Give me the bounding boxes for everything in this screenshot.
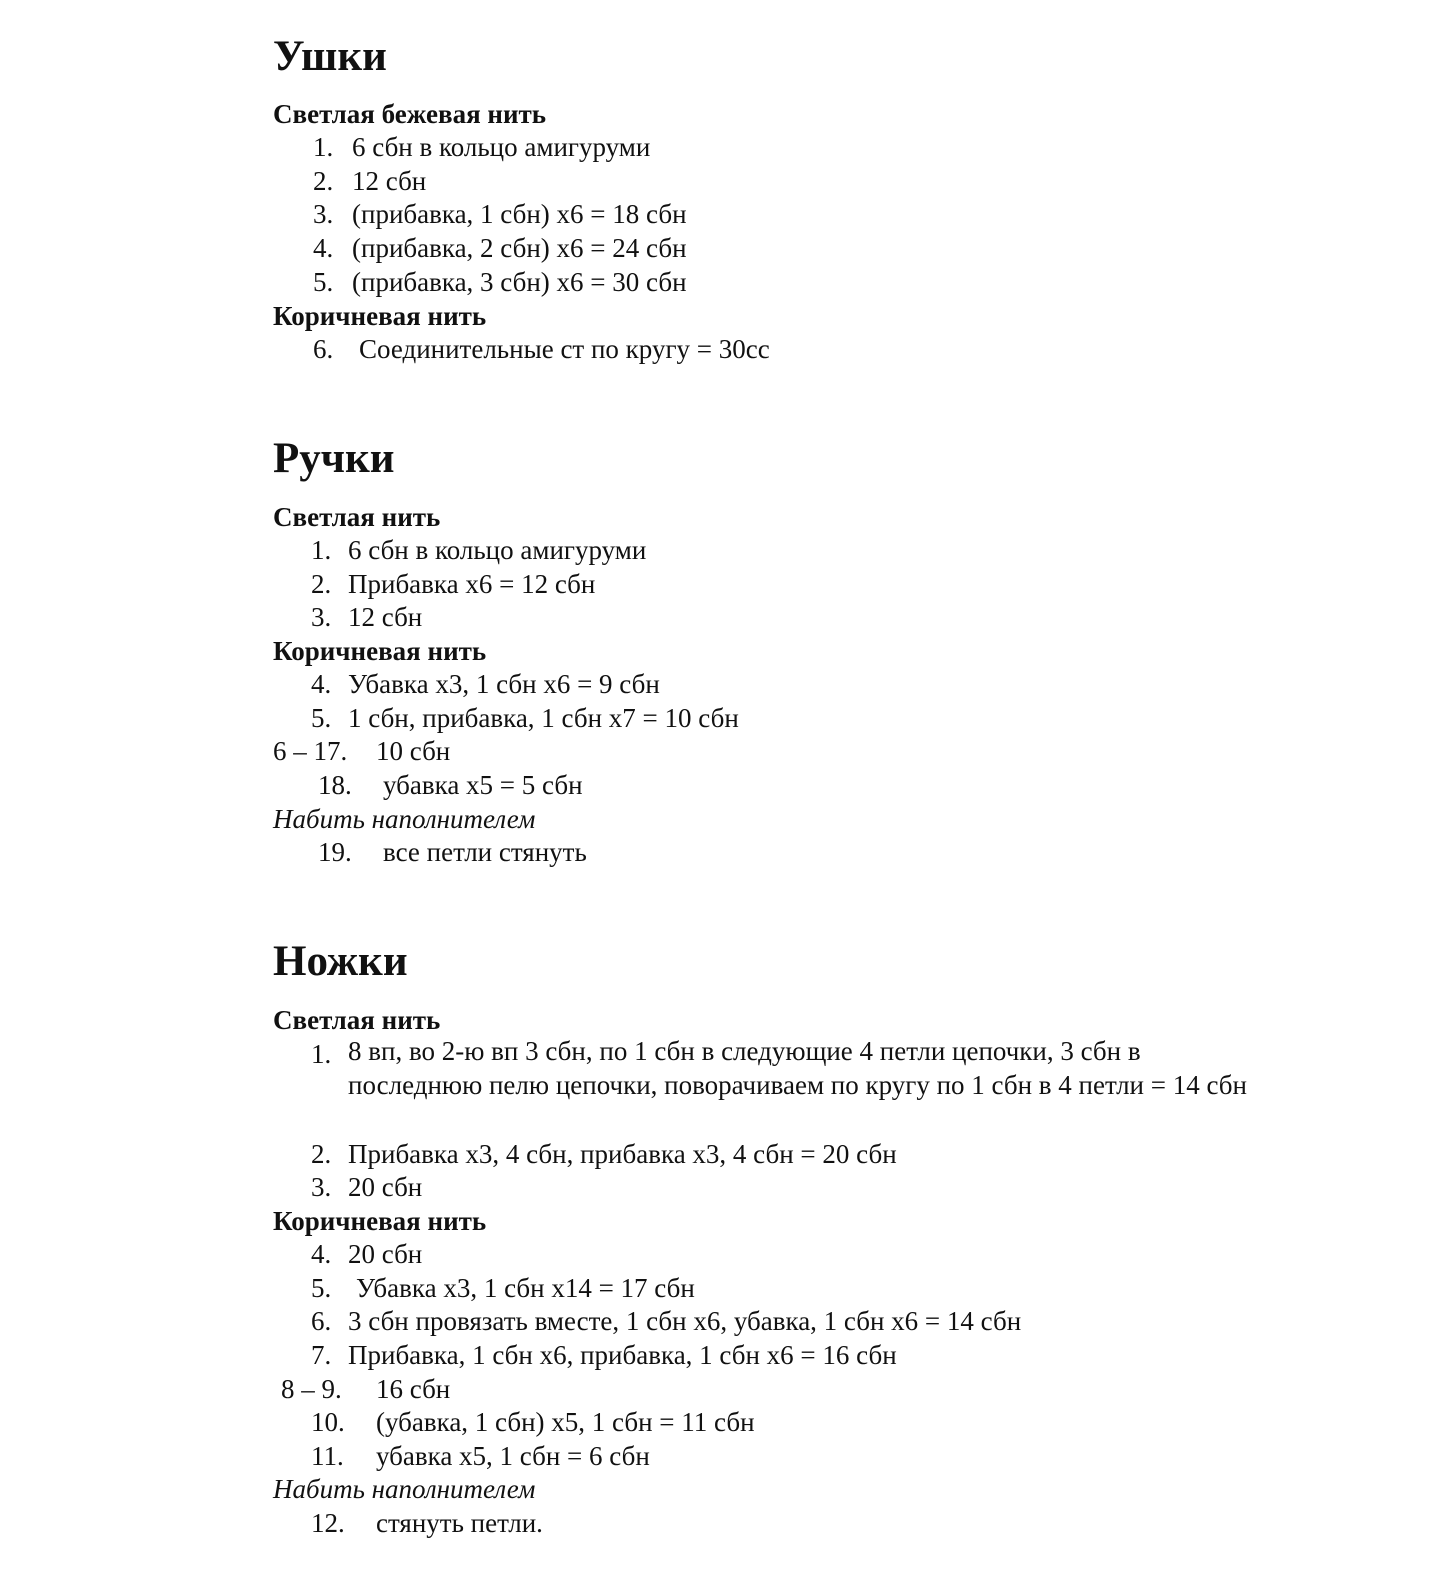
row-text: 1 сбн, прибавка, 1 сбн х7 = 10 сбн <box>348 703 739 733</box>
row-text: 20 сбн <box>348 1239 423 1269</box>
row-text: 8 вп, во 2-ю вп 3 сбн, по 1 сбн в следующие 4 петли цепочки, 3 сбн в последнюю пелю цепочки, поворачиваем по кругу по 1 сбн в 4 петли = 14 сбн <box>348 1036 1247 1100</box>
row-text: 16 сбн <box>376 1374 451 1404</box>
row-number: 19. <box>318 837 352 867</box>
row-number: 5. <box>311 1273 332 1303</box>
row-number: 6. <box>311 1306 332 1336</box>
row-text: (прибавка, 2 сбн) х6 = 24 сбн <box>352 233 687 263</box>
row-number: 11. <box>311 1441 344 1471</box>
row-text: 12 сбн <box>352 166 427 196</box>
row-text: (прибавка, 3 сбн) х6 = 30 сбн <box>352 267 687 297</box>
row-text: Убавка х3, 1 сбн х6 = 9 сбн <box>348 669 660 699</box>
row-text: стянуть петли. <box>376 1508 543 1538</box>
row-number: 6. <box>313 334 334 364</box>
row-number: 5. <box>311 703 332 733</box>
row-number: 18. <box>318 770 352 800</box>
row-text: 10 сбн <box>376 736 451 766</box>
row-text: 12 сбн <box>348 602 423 632</box>
row-text: (убавка, 1 сбн) х5, 1 сбн = 11 сбн <box>376 1407 755 1437</box>
yarn-heading-light-beige: Светлая бежевая нить <box>273 99 547 129</box>
row-text: Прибавка, 1 сбн х6, прибавка, 1 сбн х6 = 16 сбн <box>348 1340 897 1370</box>
row-text: 6 сбн в кольцо амигуруми <box>348 535 647 565</box>
row-number: 6 – 17. <box>273 736 348 766</box>
row-text: Соединительные ст по кругу = 30сс <box>359 334 770 364</box>
row-number: 1. <box>313 132 334 162</box>
row-text: (прибавка, 1 сбн) х6 = 18 сбн <box>352 199 687 229</box>
yarn-heading-brown: Коричневая нить <box>273 636 487 666</box>
row-text: Убавка х3, 1 сбн х14 = 17 сбн <box>356 1273 695 1303</box>
stuffing-note: Набить наполнителем <box>273 804 536 834</box>
row-text: 3 сбн провязать вместе, 1 сбн х6, убавка, 1 сбн х6 = 14 сбн <box>348 1306 1022 1336</box>
yarn-heading-brown: Коричневая нить <box>273 1206 487 1236</box>
row-number: 3. <box>311 1172 332 1202</box>
section-title-ears: Ушки <box>273 33 387 80</box>
row-number: 10. <box>311 1407 345 1437</box>
row-text: все петли стянуть <box>383 837 587 867</box>
row-text: убавка х5, 1 сбн = 6 сбн <box>376 1441 650 1471</box>
yarn-heading-light: Светлая нить <box>273 1005 441 1035</box>
row-number: 1. <box>311 1039 332 1069</box>
row-text: Прибавка х6 = 12 сбн <box>348 569 596 599</box>
row-number: 2. <box>313 166 334 196</box>
row-text: убавка х5 = 5 сбн <box>383 770 583 800</box>
row-number: 4. <box>311 669 332 699</box>
row-number: 3. <box>313 199 334 229</box>
row-text: 20 сбн <box>348 1172 423 1202</box>
row-number: 1. <box>311 535 332 565</box>
stuffing-note: Набить наполнителем <box>273 1474 536 1504</box>
section-title-arms: Ручки <box>273 435 395 482</box>
yarn-heading-light: Светлая нить <box>273 502 441 532</box>
row-number: 2. <box>311 1139 332 1169</box>
row-number: 12. <box>311 1508 345 1538</box>
yarn-heading-brown: Коричневая нить <box>273 301 487 331</box>
section-title-legs: Ножки <box>273 938 408 985</box>
row-number: 5. <box>313 267 334 297</box>
row-number: 4. <box>311 1239 332 1269</box>
row-number: 7. <box>311 1340 332 1370</box>
row-number: 8 – 9. <box>281 1374 342 1404</box>
row-number: 4. <box>313 233 334 263</box>
row-number: 2. <box>311 569 332 599</box>
row-number: 3. <box>311 602 332 632</box>
row-text: 6 сбн в кольцо амигуруми <box>352 132 651 162</box>
row-text: Прибавка х3, 4 сбн, прибавка х3, 4 сбн = 20 сбн <box>348 1139 897 1169</box>
